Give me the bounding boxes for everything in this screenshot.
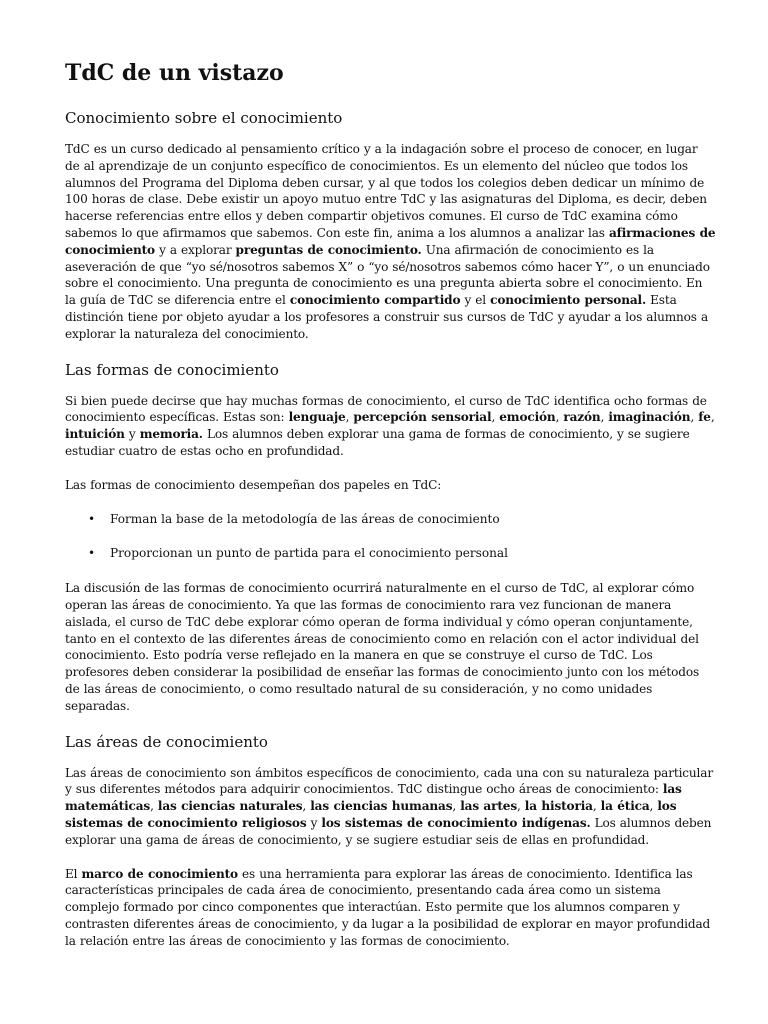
bullet-list	[65, 511, 716, 563]
bold-term: marco de conocimiento	[81, 866, 238, 881]
section-heading-conocimiento: Conocimiento sobre el conocimiento	[65, 109, 343, 127]
bold-term: afirmaciones de conocimiento	[65, 225, 716, 257]
paragraph-formas-discusion: La discusión de las formas de conocimiento ocurrirá naturalmente en el curso de TdC, al explorar cómo operan las áreas de conocimiento. Ya que las formas de conocimiento rara vez funcionan de manera aislada, el curso de TdC debe explorar cómo operan de forma individual y cómo operan conjuntamente, tanto en el contexto de las diferentes áreas de conocimiento como en relación con el actor individual del conocimiento. Esto podría verse reflejado en la manera en que se construye el curso de TdC. Los profesores deben considerar la posibilidad de enseñar las formas de conocimiento junto con los métodos de las áreas de conocimiento, o como resultado natural de su consideración, y no como unidades separadas.	[65, 581, 700, 713]
section-heading-formas: Las formas de conocimiento	[65, 360, 279, 379]
paragraph-formas-intro: Si bien puede decirse que hay muchas formas de conocimiento, el curso de TdC identifica ocho formas de conocimiento específicas. Estas son: lenguaje, percepción sensorial, emoción, razón, imaginación, fe, intuición y memoria. Los alumnos deben explorar una gama de formas de conocimiento, y se sugiere estudiar cuatro de estas ocho en profundidad.	[65, 393, 715, 458]
list-item: • Forman la base de la metodología de las áreas de conocimiento	[88, 511, 500, 526]
bold-term: conocimiento personal.	[490, 293, 647, 308]
list-item: • Proporcionan un punto de partida para el conocimiento personal	[88, 546, 509, 561]
section-heading-areas: Las áreas de conocimiento	[65, 732, 268, 751]
bold-term: preguntas de conocimiento.	[235, 242, 422, 257]
paragraph-formas-papeles: Las formas de conocimiento desempeñan dos papeles en TdC:	[65, 477, 442, 492]
paragraph-areas-intro: Las áreas de conocimiento son ámbitos específicos de conocimiento, cada una con su naturaleza particular y sus diferentes métodos para adquirir conocimientos. TdC distingue ocho áreas de conocimiento: las matemáticas, las ciencias naturales, las ciencias humanas, las artes, la historia, la ética, los sistemas de conocimiento religiosos y los sistemas de conocimiento indígenas. Los alumnos deben explorar una gama de áreas de conocimiento, y se sugiere estudiar seis de ellas en profundidad.	[65, 765, 713, 847]
bold-term: conocimiento compartido	[289, 293, 461, 308]
bullet-icon: •	[88, 511, 96, 526]
bullet-icon: •	[88, 546, 96, 561]
paragraph-intro: TdC es un curso dedicado al pensamiento crítico y a la indagación sobre el proceso de conocer, en lugar de al aprendizaje de un conjunto específico de conocimientos. Es un elemento del núcleo que todos los alumnos del Programa del Diploma deben cursar, y al que todos los colegios deben dedicar un mínimo de 100 horas de clase. Debe existir un apoyo mutuo entre TdC y las asignaturas del Diploma, es decir, deben hacerse referencias entre ellos y deben compartir objetivos comunes. El curso de TdC examina cómo sabemos lo que afirmamos que sabemos. Con este fin, anima a los alumnos a analizar las afirmaciones de conocimiento y a explorar preguntas de conocimiento. Una afirmación de conocimiento es la aseveración de que “yo sé/nosotros sabemos X” o “yo sé/nosotros sabemos cómo hacer Y”, o un enunciado sobre el conocimiento. Una pregunta de conocimiento es una pregunta abierta sobre el conocimiento. En la guía de TdC se diferencia entre el conocimiento compartido y el conocimiento personal. Esta distinción tiene por objeto ayudar a los profesores a construir sus cursos de TdC y ayudar a los alumnos a explorar la naturaleza del conocimiento.	[65, 142, 716, 341]
page-title: TdC de un vistazo	[65, 60, 284, 86]
paragraph-marco: El marco de conocimiento es una herramienta para explorar las áreas de conocimiento. Identifica las características principales de cada área de conocimiento, presentando cada área como un sistema complejo formado por cinco componentes que interactúan. Esto permite que los alumnos comparen y contrasten diferentes áreas de conocimiento, y da lugar a la posibilidad de explorar en mayor profundidad la relación entre las áreas de conocimiento y las formas de conocimiento.	[65, 866, 711, 948]
